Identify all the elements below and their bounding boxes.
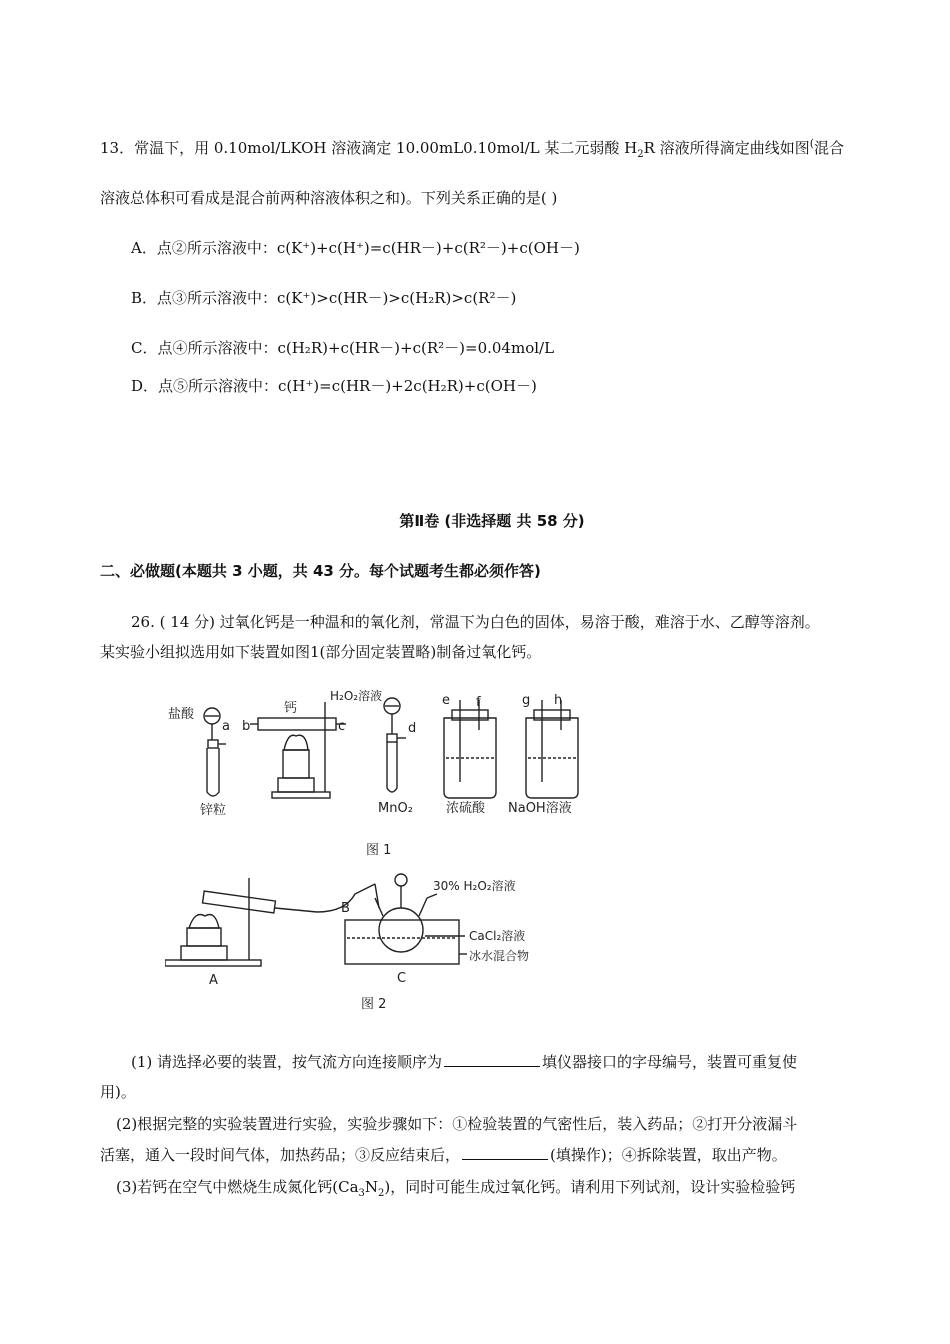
q26-sub1-a: (1) 请选择必要的装置，按气流方向连接顺序为 bbox=[131, 1053, 443, 1071]
q26-sub1-line1 bbox=[131, 1052, 797, 1072]
label-zinc: 锌粒 bbox=[200, 803, 227, 818]
q13-line1-c: 混合 bbox=[814, 139, 845, 157]
label-g: g bbox=[522, 693, 531, 708]
label-ice-water: 冰水混合物 bbox=[469, 949, 530, 963]
figure1-apparatus bbox=[160, 680, 580, 870]
label-c-device: C bbox=[397, 971, 407, 986]
section-title: 第Ⅱ卷 (非选择题 共 58 分) bbox=[399, 512, 585, 530]
answer-blank-2[interactable] bbox=[462, 1145, 548, 1160]
label-e: e bbox=[442, 693, 450, 708]
q26-sub3-sub2: 2 bbox=[378, 1188, 385, 1199]
label-a: a bbox=[222, 719, 230, 734]
q13-option-c: C．点④所示溶液中：c(H₂R)+c(HR－)+c(R²－)=0.04mol/L bbox=[131, 339, 555, 357]
label-hydrochloric-acid: 盐酸 bbox=[168, 707, 195, 722]
q13-option-a: A．点②所示溶液中：c(K⁺)+c(H⁺)=c(HR－)+c(R²－)+c(OH－) bbox=[131, 239, 580, 257]
q13-line1-sub: 2 bbox=[637, 149, 644, 160]
figure2-apparatus bbox=[165, 868, 545, 1018]
q26-sub2-b: (填操作)；④拆除装置，取出产物。 bbox=[550, 1146, 787, 1164]
q26-sub3-c: )，同时可能生成过氧化钙。请利用下列试剂，设计实验检验钙 bbox=[384, 1178, 796, 1196]
mno2-tube-apparatus bbox=[384, 698, 406, 792]
figure2-caption: 图 2 bbox=[361, 997, 387, 1012]
q26-intro-line1: 26. ( 14 分) 过氧化钙是一种温和的氧化剂，常温下为白色的固体，易溶于酸，难溶于水、乙醇等溶剂。 bbox=[131, 613, 820, 631]
q26-sub3-sub1: 3 bbox=[358, 1188, 365, 1199]
q13-line1-a: 13．常温下，用 0.10mol/LKOH 溶液滴定 10.00mL0.10mol/L 某二元弱酸 H bbox=[100, 139, 638, 157]
q26-sub2-line1: (2)根据完整的实验装置进行实验，实验步骤如下：①检验装置的气密性后，装入药品；②打开分液漏斗 bbox=[116, 1115, 798, 1133]
q26-intro-line2: 某实验小组拟选用如下装置如图1(部分固定装置略)制备过氧化钙。 bbox=[100, 643, 542, 661]
label-conc-sulfuric: 浓硫酸 bbox=[446, 801, 486, 816]
label-30pct-h2o2: 30% H₂O₂溶液 bbox=[433, 879, 516, 893]
calcium-heating-apparatus bbox=[250, 702, 346, 798]
label-calcium: 钙 bbox=[284, 701, 298, 716]
label-cacl2: CaCl₂溶液 bbox=[469, 929, 526, 943]
label-h2o2: H₂O₂溶液 bbox=[330, 689, 383, 703]
q13-option-b: B．点③所示溶液中：c(K⁺)>c(HR－)>c(H₂R)>c(R²－) bbox=[131, 289, 517, 307]
label-h: h bbox=[554, 693, 563, 708]
label-d: d bbox=[408, 721, 417, 736]
q26-sub3-b: N bbox=[364, 1178, 379, 1196]
sulfuric-acid-bottle bbox=[444, 700, 496, 798]
label-mno2: MnO₂ bbox=[378, 801, 413, 816]
q26-sub3-a: (3)若钙在空气中燃烧生成氮化钙(Ca bbox=[116, 1178, 359, 1196]
label-naoh: NaOH溶液 bbox=[508, 801, 572, 816]
label-c: c bbox=[338, 719, 346, 734]
q13-line1-paren: ( bbox=[809, 137, 814, 150]
heating-apparatus-a bbox=[165, 878, 317, 966]
figure1-caption: 图 1 bbox=[366, 843, 392, 858]
q13-option-d: D．点⑤所示溶液中：c(H⁺)=c(HR－)+2c(H₂R)+c(OH－) bbox=[131, 377, 537, 395]
q13-line2: 溶液总体积可看成是混合前两种溶液体积之和)。下列关系正确的是( ) bbox=[100, 189, 558, 207]
label-b-connector: B bbox=[341, 901, 350, 916]
label-f: f bbox=[476, 695, 481, 710]
q26-sub2-line2 bbox=[100, 1145, 787, 1165]
naoh-bottle bbox=[526, 700, 578, 798]
q13-line1 bbox=[100, 138, 844, 158]
section2-heading: 二、必做题(本题共 3 小题，共 43 分。每个试题考生都必须作答) bbox=[100, 562, 541, 580]
label-a-device: A bbox=[209, 973, 218, 988]
q26-sub3-line1 bbox=[116, 1177, 795, 1197]
q13-line1-b: R 溶液所得滴定曲线如图 bbox=[643, 139, 810, 157]
q26-sub2-a: 活塞，通入一段时间气体，加热药品；③反应结束后， bbox=[100, 1146, 461, 1164]
answer-blank-1[interactable] bbox=[444, 1052, 540, 1067]
q26-sub1-b: 填仪器接口的字母编号，装置可重复使 bbox=[542, 1053, 798, 1071]
q26-sub1-line2: 用)。 bbox=[100, 1083, 136, 1101]
label-b: b bbox=[242, 719, 251, 734]
